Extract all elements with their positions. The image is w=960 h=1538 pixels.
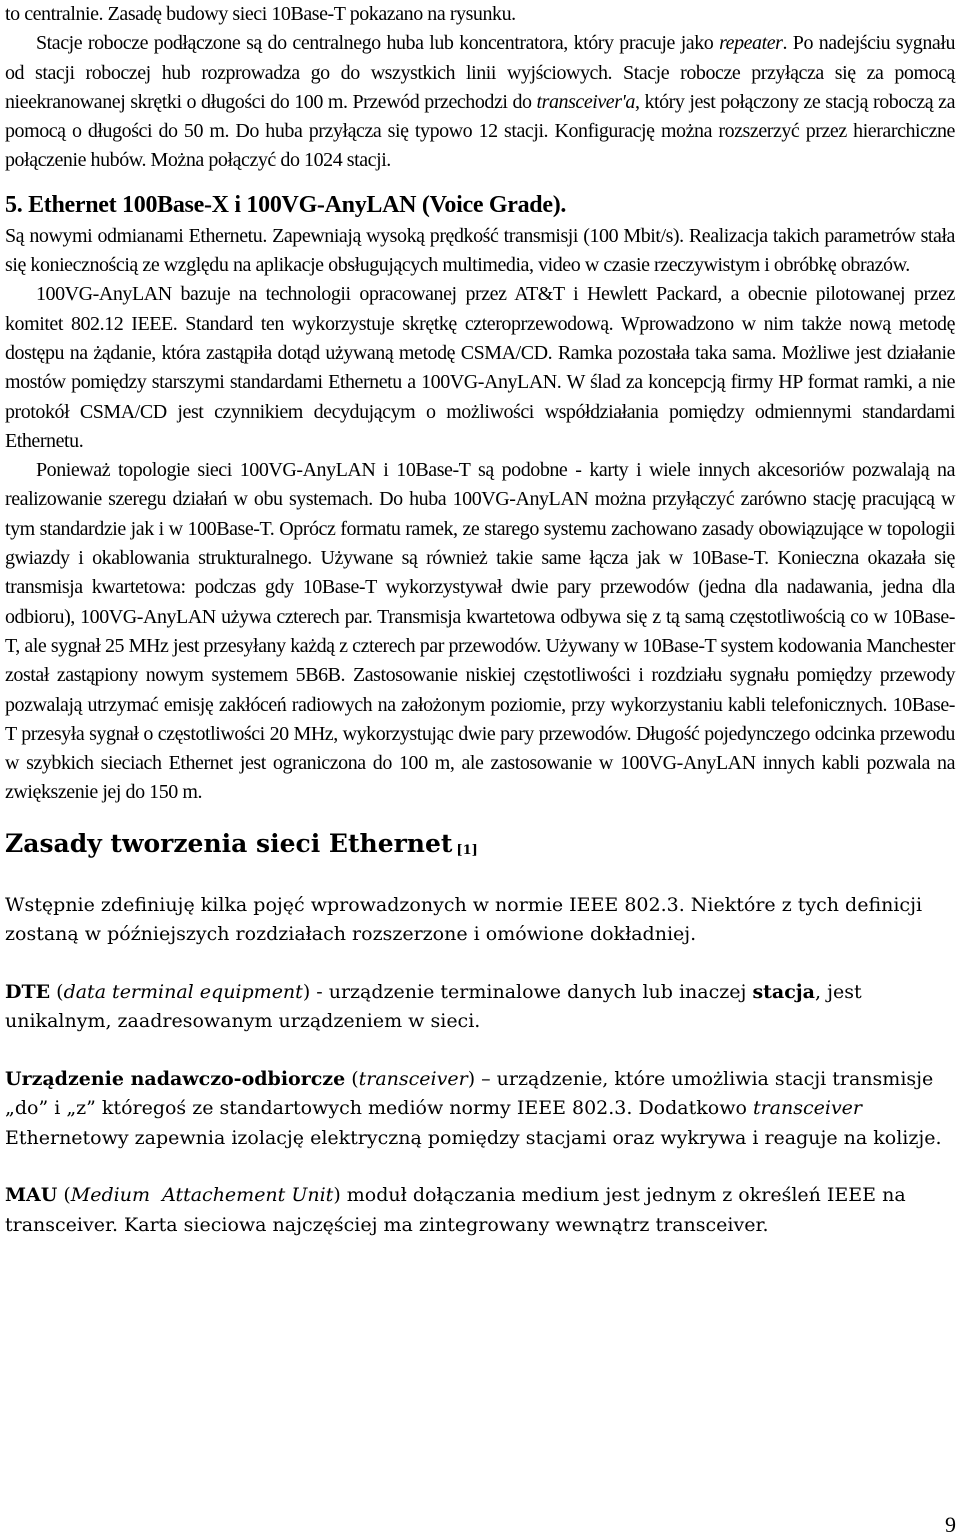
repeater-term: repeater — [719, 32, 783, 55]
section-5-paragraph-2: 100VG-AnyLAN bazuje na technologii opracowanej przez AT&T i Hewlett Packard, a obecnie pilotowanej przez komitet 802.12 IEEE. Standard ten wykorzystuje skrętkę czteroprzewodową. Wprowadzono w nim także nową metodę dostępu na żądanie, która zastąpiła dotąd używaną metodę CSMA/CD. Ramka pozostała taka sama. Możliwe jest działanie mostów pomiędzy starszymi standardami Ethernetu a 100VG-AnyLAN. W ślad za koncepcją firmy HP format ramki, a nie protokół CSMA/CD jest czynnikiem decydującym o możliwości współdziałania pomiędzy odmiennymi standardami Ethernetu. — [5, 283, 955, 452]
hub-paragraph — [5, 29, 955, 175]
station-term: stacja — [752, 980, 815, 1003]
mau-definition — [5, 1181, 955, 1240]
hub-text-b: . Po nadejściu sygnału od stacji roboczej hub rozprowadza go do wszystkich linii wyjściowych. Stacje robocze przyłącza się za pomocą nieekranowanej skrętki o długości do 100 m. Przewód przechodzi do — [5, 32, 955, 113]
page-number: 9 — [945, 1512, 956, 1537]
tr-mid: ) – urządzenie, które umożliwia stacji transmisje „do” i „z” któregoś ze standartowych mediów normy IEEE 802.3. Dodatkowo — [5, 1067, 934, 1120]
tr-end: Ethernetowy zapewnia izolację elektryczną pomiędzy stacjami oraz wykrywa i reaguje na kolizje. — [5, 1126, 942, 1149]
section-5-heading: 5. Ethernet 100Base-X i 100VG-AnyLAN (Voice Grade). — [5, 191, 567, 218]
dte-open: ( — [50, 980, 64, 1003]
mau-end: ) moduł dołączania medium jest jednym z określeń IEEE na transceiver. Karta sieciowa najczęściej ma zintegrowany wewnątrz transceiver. — [5, 1184, 906, 1236]
transceiver-italic: transceiver — [752, 1097, 863, 1120]
dte-term: DTE — [5, 980, 51, 1003]
document-page — [5, 0, 955, 1240]
transceiver-term: transceiver'a — [536, 90, 635, 113]
rules-heading-text: Zasady tworzenia sieci Ethernet — [5, 828, 453, 858]
hub-text-c: , który jest połączony ze stacją roboczą za pomocą o długości do 50 m. Do huba przyłącza się typowo 12 stacji. Konfigurację można rozszerzyć przez hierarchiczne połączenie hubów. Można połączyć do 1024 stacji. — [5, 90, 955, 172]
mau-open: ( — [57, 1184, 71, 1207]
section-5-paragraph-3: Ponieważ topologie sieci 100VG-AnyLAN i 10Base-T są podobne - karty i wiele innych akcesoriów pozwalają na realizowanie szeregu działań w obu systemach. Do huba 100VG-AnyLAN można przyłączyć zarówno stację pracującą w tym standardzie jak i w 100Base-T. Oprócz formatu ramek, ze starego systemu zachowano zasady obowiązujące w topologii gwiazdy i okablowania strukturalnego. Używane są również takie same łącza jak w 10Base-T. Konieczna okazała się transmisja kwartetowa: podczas gdy 10Base-T wykorzystywał dwie pary przewodów (jedna dla nadawania, jedna dla odbioru), 100VG-AnyLAN używa czterech par. Transmisja kwartetowa odbywa się z tą samą częstotliwością co w 10Base-T, ale sygnał 25 MHz jest przesyłany każdą z czterech par przewodów. Używany w 10Base-T system kodowania Manchester został zastąpiony nowym systemem 5B6B. Zastosowanie niskiej częstotliwości i rozdziału sygnału pomiędzy przewody pozwalają utrzymać emisję zakłóceń radiowych na założonym poziomie, przy wykorzystaniu kabli telefonicznych. 10Base-T przesyła sygnał o częstotliwości 20 MHz, wykorzystując dwie pary przewodów. Długość pojedynczego odcinka przewodu w szybkich sieciach Ethernet jest ograniczona do 100 m, ale zastosowanie w 100VG-AnyLAN innych kabli pozwala na zwiększenie jej do 150 m. — [5, 459, 955, 804]
transceiver-expansion: transceiver — [358, 1067, 468, 1090]
dte-definition — [5, 978, 955, 1037]
transceiver-definition — [5, 1065, 955, 1154]
tr-open: ( — [345, 1067, 359, 1090]
continuation-line — [5, 0, 955, 29]
rules-intro: Wstępnie zdefiniuję kilka pojęć wprowadzonych w normie IEEE 802.3. Niektóre z tych definicji zostaną w późniejszych rozdziałach rozszerzone i omówione dokładniej. — [5, 893, 923, 946]
citation-ref: [1] — [456, 842, 478, 858]
section-5-paragraph-1: Są nowymi odmianami Ethernetu. Zapewniają wysoką prędkość transmisji (100 Mbit/s). Realizacja takich parametrów stała się koniecznością ze względu na aplikacje obsługujących multimedia, video w czasie rzeczywistym i obróbkę obrazów. — [5, 224, 955, 277]
continuation-text-1: to centralnie. Zasadę budowy sieci 10Base-T pokazano na rysunku. — [5, 3, 516, 25]
hub-text-a: Stacje robocze podłączone są do centralnego huba lub koncentratora, który pracuje jako — [36, 32, 720, 55]
dte-end: , jest unikalnym, zaadresowanym urządzeniem w sieci. — [5, 980, 862, 1033]
mau-term: MAU — [5, 1184, 58, 1207]
dte-expansion: data terminal equipment — [63, 980, 303, 1003]
transceiver-definition-term: Urządzenie nadawczo-odbiorcze — [5, 1067, 346, 1090]
mau-expansion: Medium Attachement Unit — [70, 1184, 334, 1207]
rules-heading — [5, 828, 955, 867]
dte-mid: ) - urządzenie terminalowe danych lub inaczej — [302, 980, 753, 1003]
